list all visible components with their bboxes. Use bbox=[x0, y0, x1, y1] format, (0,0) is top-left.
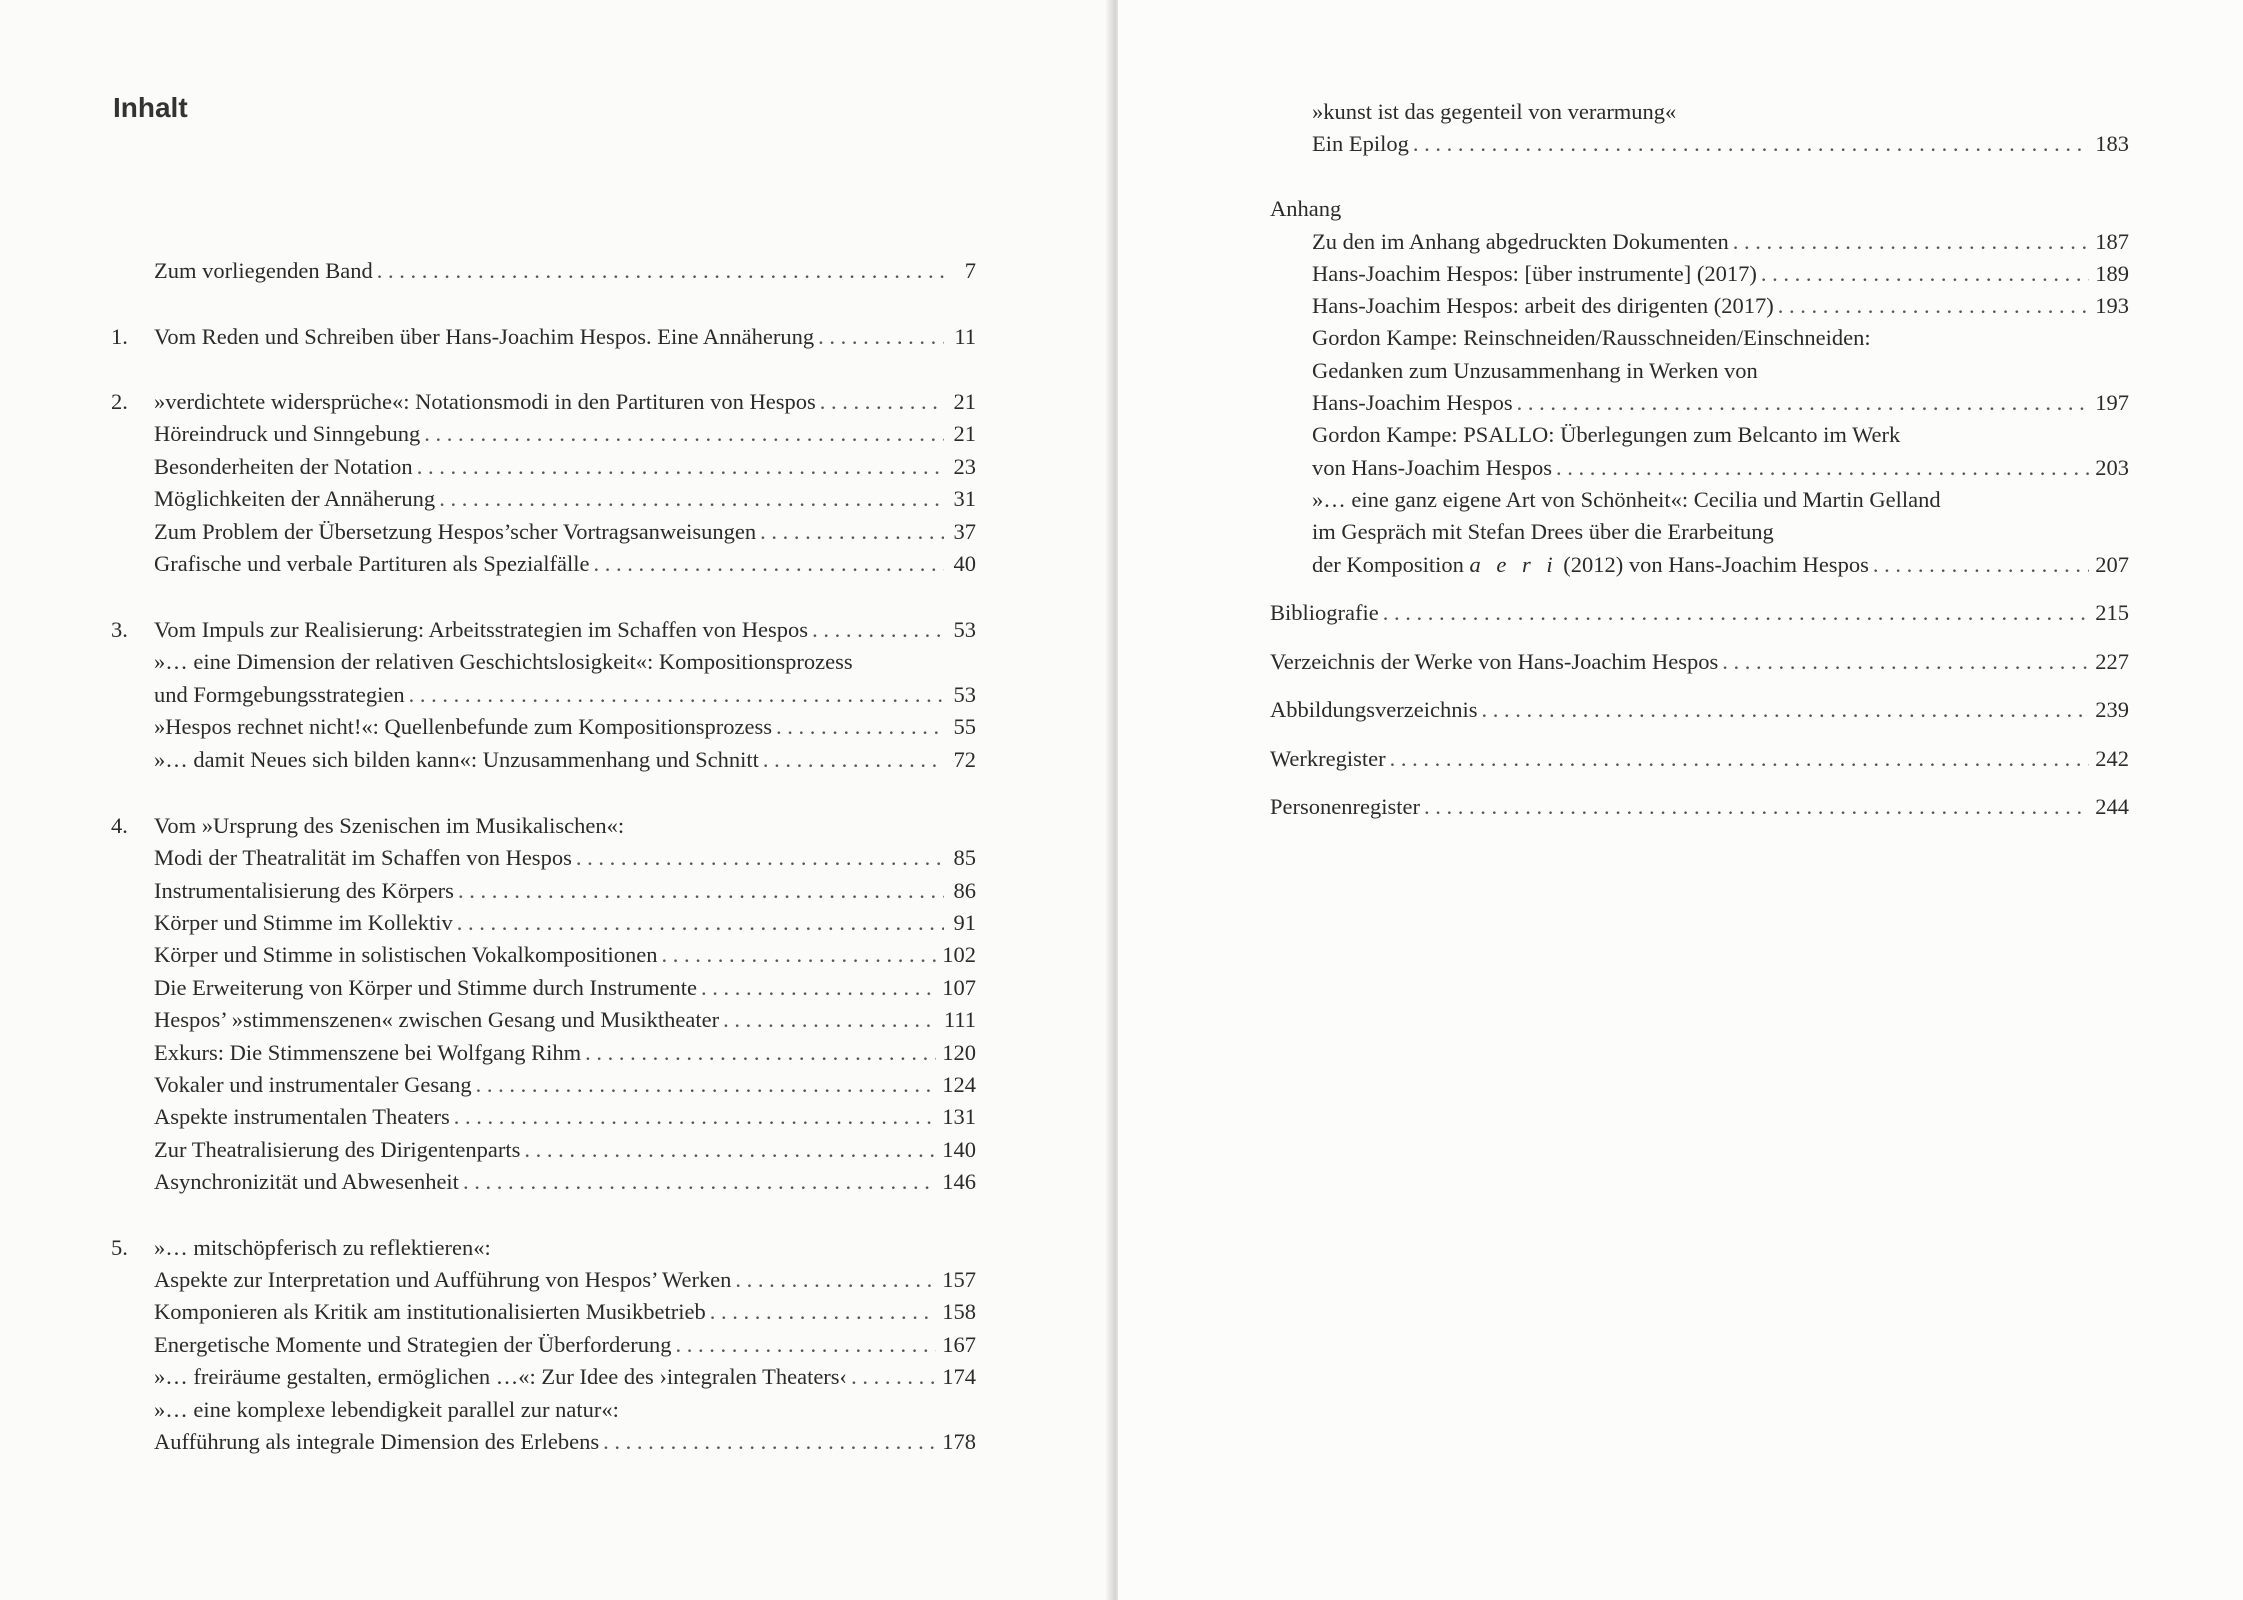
page-number: 193 bbox=[2095, 293, 2129, 318]
toc-entry bbox=[154, 1426, 976, 1458]
dot-leader bbox=[710, 1296, 936, 1328]
page-number: 178 bbox=[942, 1429, 976, 1454]
toc-entry bbox=[154, 548, 976, 580]
toc-entry bbox=[154, 1166, 976, 1198]
toc-entry bbox=[154, 418, 976, 450]
toc-entry bbox=[154, 1296, 976, 1328]
toc-entry bbox=[154, 451, 976, 483]
page-number: 174 bbox=[942, 1364, 976, 1389]
page-number: 85 bbox=[953, 845, 976, 870]
toc-entry bbox=[154, 255, 976, 287]
page-number: 53 bbox=[953, 682, 976, 707]
entry-title: »… mitschöpferisch zu reflektieren«: bbox=[154, 1235, 491, 1260]
dot-leader bbox=[593, 548, 944, 580]
toc-entry bbox=[154, 1394, 976, 1426]
entry-title: »… freiräume gestalten, ermöglichen …«: Zur Idee des ›integralen Theaters‹ bbox=[154, 1364, 848, 1389]
toc-entry bbox=[1270, 694, 2129, 726]
chapter-number: 3. bbox=[111, 617, 128, 642]
page-number: 124 bbox=[942, 1072, 976, 1097]
page-number: 242 bbox=[2095, 746, 2129, 771]
entry-title: Zum vorliegenden Band bbox=[154, 258, 373, 283]
page-number: 21 bbox=[953, 389, 976, 414]
dot-leader bbox=[851, 1361, 936, 1393]
entry-title: »kunst ist das gegenteil von verarmung« bbox=[1312, 99, 1677, 124]
dot-leader bbox=[676, 1329, 937, 1361]
entry-title: Vom Impuls zur Realisierung: Arbeitsstrategien im Schaffen von Hespos bbox=[154, 617, 809, 642]
entry-title: Körper und Stimme im Kollektiv bbox=[154, 910, 453, 935]
entry-title: »… eine Dimension der relativen Geschichtslosigkeit«: Kompositionsprozess bbox=[154, 649, 853, 674]
entry-title: Vokaler und instrumentaler Gesang bbox=[154, 1072, 472, 1097]
page-number: 183 bbox=[2095, 131, 2129, 156]
dot-leader bbox=[701, 972, 936, 1004]
entry-title: Ein Epilog bbox=[1312, 131, 1409, 156]
dot-leader bbox=[820, 386, 944, 418]
page-number: 131 bbox=[942, 1104, 976, 1129]
toc-entry bbox=[154, 1069, 976, 1101]
entry-title: Vom »Ursprung des Szenischen im Musikalischen«: bbox=[154, 813, 625, 838]
page-number: 207 bbox=[2095, 552, 2129, 577]
toc-entry bbox=[154, 1037, 976, 1069]
toc-entry bbox=[154, 1101, 976, 1133]
entry-title-part: (2012) von Hans-Joachim Hespos bbox=[1557, 552, 1869, 577]
page-number: 72 bbox=[953, 747, 976, 772]
dot-leader bbox=[1873, 549, 2089, 581]
page-number: 37 bbox=[953, 519, 976, 544]
dot-leader bbox=[454, 1101, 937, 1133]
chapter-number: 5. bbox=[111, 1235, 128, 1260]
entry-title: Instrumentalisierung des Körpers bbox=[154, 878, 454, 903]
page-number: 197 bbox=[2095, 390, 2129, 415]
toc-entry bbox=[111, 1232, 976, 1264]
page-number: 215 bbox=[2095, 600, 2129, 625]
toc-entry bbox=[1270, 791, 2129, 823]
page-number: 102 bbox=[942, 942, 976, 967]
toc-entry bbox=[154, 1329, 976, 1361]
toc-entry bbox=[1270, 597, 2129, 629]
dot-leader bbox=[458, 875, 944, 907]
chapter-number: 2. bbox=[111, 389, 128, 414]
left-page bbox=[0, 0, 1112, 1600]
entry-title: und Formgebungsstrategien bbox=[154, 682, 405, 707]
toc-entry bbox=[154, 744, 976, 776]
entry-title: Besonderheiten der Notation bbox=[154, 454, 413, 479]
toc-entry bbox=[1270, 193, 2129, 225]
toc-entry bbox=[154, 1264, 976, 1296]
page-number: 55 bbox=[953, 714, 976, 739]
toc-entry bbox=[1312, 516, 2129, 548]
entry-title: »verdichtete widersprüche«: Notationsmodi in den Partituren von Hespos bbox=[154, 389, 816, 414]
page-number: 23 bbox=[953, 454, 976, 479]
entry-title: von Hans-Joachim Hespos bbox=[1312, 455, 1552, 480]
dot-leader bbox=[585, 1037, 936, 1069]
dot-leader bbox=[576, 842, 944, 874]
toc-entry bbox=[154, 483, 976, 515]
toc-entry bbox=[1312, 387, 2129, 419]
page-number: 244 bbox=[2095, 794, 2129, 819]
toc-entry bbox=[1312, 258, 2129, 290]
dot-leader bbox=[377, 255, 944, 287]
dot-leader bbox=[457, 907, 944, 939]
entry-title: Grafische und verbale Partituren als Spezialfälle bbox=[154, 551, 590, 576]
dot-leader bbox=[439, 483, 944, 515]
page-number: 53 bbox=[953, 617, 976, 642]
page-number: 146 bbox=[942, 1169, 976, 1194]
toc-entry bbox=[154, 1004, 976, 1036]
toc-entry bbox=[154, 972, 976, 1004]
toc-entry bbox=[154, 646, 976, 678]
entry-title: »… eine komplexe lebendigkeit parallel zur natur«: bbox=[154, 1397, 619, 1422]
toc-entry bbox=[154, 875, 976, 907]
toc-entry bbox=[154, 1134, 976, 1166]
entry-title: Aspekte zur Interpretation und Aufführung von Hespos’ Werken bbox=[154, 1267, 732, 1292]
dot-leader bbox=[662, 939, 937, 971]
page-number: 11 bbox=[954, 324, 976, 349]
toc-entry bbox=[111, 321, 976, 353]
dot-leader bbox=[760, 516, 944, 548]
entry-title: Höreindruck und Sinngebung bbox=[154, 421, 421, 446]
page-number: 31 bbox=[953, 486, 976, 511]
entry-title: Hespos’ »stimmenszenen« zwischen Gesang und Musiktheater bbox=[154, 1007, 720, 1032]
page-number: 40 bbox=[953, 551, 976, 576]
toc-entry bbox=[154, 907, 976, 939]
toc-entry bbox=[1312, 226, 2129, 258]
entry-title: »… damit Neues sich bilden kann«: Unzusammenhang und Schnitt bbox=[154, 747, 759, 772]
entry-title: Aspekte instrumentalen Theaters bbox=[154, 1104, 450, 1129]
entry-title: »Hespos rechnet nicht!«: Quellenbefunde zum Kompositionsprozess bbox=[154, 714, 772, 739]
entry-title: im Gespräch mit Stefan Drees über die Erarbeitung bbox=[1312, 519, 1774, 544]
dot-leader bbox=[424, 418, 944, 450]
dot-leader bbox=[812, 614, 944, 646]
entry-title: Gordon Kampe: Reinschneiden/Rausschneiden/Einschneiden: bbox=[1312, 325, 1871, 350]
toc-entry bbox=[1312, 484, 2129, 516]
page-number: 91 bbox=[953, 910, 976, 935]
toc-entry bbox=[1270, 743, 2129, 775]
page-number: 7 bbox=[964, 258, 976, 283]
dot-leader bbox=[524, 1134, 936, 1166]
toc-entry bbox=[1312, 322, 2129, 354]
page-number: 227 bbox=[2095, 649, 2129, 674]
entry-title: Asynchronizität und Abwesenheit bbox=[154, 1169, 459, 1194]
dot-leader bbox=[1556, 452, 2089, 484]
toc-entry bbox=[1312, 96, 2129, 128]
entry-title: Modi der Theatralität im Schaffen von Hespos bbox=[154, 845, 572, 870]
toc-entry bbox=[154, 939, 976, 971]
dot-leader bbox=[1733, 226, 2089, 258]
dot-leader bbox=[463, 1166, 936, 1198]
right-page bbox=[1118, 0, 2243, 1600]
entry-title: Möglichkeiten der Annäherung bbox=[154, 486, 436, 511]
entry-title: Körper und Stimme in solistischen Vokalkompositionen bbox=[154, 942, 658, 967]
entry-title: Personenregister bbox=[1270, 794, 1420, 819]
dot-leader bbox=[1722, 646, 2089, 678]
page-number: 120 bbox=[942, 1040, 976, 1065]
entry-title: Energetische Momente und Strategien der Überforderung bbox=[154, 1332, 672, 1357]
toc-entry bbox=[154, 679, 976, 711]
entry-title: Vom Reden und Schreiben über Hans-Joachim Hespos. Eine Annäherung bbox=[154, 324, 815, 349]
toc-entry bbox=[1312, 549, 2129, 581]
toc-entry bbox=[1312, 290, 2129, 322]
entry-title: Zu den im Anhang abgedruckten Dokumenten bbox=[1312, 229, 1729, 254]
toc-entry bbox=[111, 386, 976, 418]
page-number: 187 bbox=[2095, 229, 2129, 254]
toc-entry bbox=[1312, 419, 2129, 451]
entry-title: Exkurs: Die Stimmenszene bei Wolfgang Rihm bbox=[154, 1040, 582, 1065]
entry-title: Gedanken zum Unzusammenhang in Werken von bbox=[1312, 358, 1758, 383]
work-title-italic: a e r i bbox=[1469, 552, 1558, 577]
toc-entry bbox=[1270, 646, 2129, 678]
entry-title: Hans-Joachim Hespos: arbeit des dirigenten (2017) bbox=[1312, 293, 1774, 318]
entry-title: Verzeichnis der Werke von Hans-Joachim Hespos bbox=[1270, 649, 1719, 674]
dot-leader bbox=[1481, 694, 2089, 726]
toc-title: Inhalt bbox=[113, 92, 188, 123]
entry-title: Aufführung als integrale Dimension des Erlebens bbox=[154, 1429, 600, 1454]
dot-leader bbox=[735, 1264, 936, 1296]
page-number: 239 bbox=[2095, 697, 2129, 722]
dot-leader bbox=[818, 321, 944, 353]
chapter-number: 1. bbox=[111, 324, 128, 349]
dot-leader bbox=[1424, 791, 2089, 823]
page-number: 158 bbox=[942, 1299, 976, 1324]
page-number: 107 bbox=[942, 975, 976, 1000]
dot-leader bbox=[1413, 128, 2089, 160]
page-number: 21 bbox=[953, 421, 976, 446]
entry-title: Abbildungsverzeichnis bbox=[1270, 697, 1478, 722]
entry-title: Hans-Joachim Hespos: [über instrumente] (2017) bbox=[1312, 261, 1757, 286]
dot-leader bbox=[1383, 597, 2090, 629]
dot-leader bbox=[723, 1004, 938, 1036]
chapter-number: 4. bbox=[111, 813, 128, 838]
dot-leader bbox=[1778, 290, 2089, 322]
toc-entry bbox=[154, 1361, 976, 1393]
page-number: 140 bbox=[942, 1137, 976, 1162]
entry-title: Die Erweiterung von Körper und Stimme durch Instrumente bbox=[154, 975, 697, 1000]
toc-entry bbox=[111, 810, 976, 842]
dot-leader bbox=[776, 711, 944, 743]
toc-entry bbox=[1312, 452, 2129, 484]
dot-leader bbox=[409, 679, 944, 711]
entry-title bbox=[1312, 549, 1869, 581]
entry-title-part: der Komposition bbox=[1312, 552, 1470, 577]
toc-entry bbox=[1312, 128, 2129, 160]
page-number: 189 bbox=[2095, 261, 2129, 286]
entry-title: Gordon Kampe: PSALLO: Überlegungen zum Belcanto im Werk bbox=[1312, 422, 1901, 447]
dot-leader bbox=[603, 1426, 936, 1458]
entry-title: Bibliografie bbox=[1270, 600, 1379, 625]
toc-entry bbox=[154, 842, 976, 874]
entry-title: Zur Theatralisierung des Dirigentenparts bbox=[154, 1137, 521, 1162]
dot-leader bbox=[417, 451, 944, 483]
dot-leader bbox=[476, 1069, 937, 1101]
entry-title: Komponieren als Kritik am institutionalisierten Musikbetrieb bbox=[154, 1299, 706, 1324]
entry-title: Zum Problem der Übersetzung Hespos’scher Vortragsanweisungen bbox=[154, 519, 757, 544]
entry-title: Anhang bbox=[1270, 196, 1342, 221]
toc-entry bbox=[1312, 355, 2129, 387]
dot-leader bbox=[1390, 743, 2090, 775]
entry-title: Werkregister bbox=[1270, 746, 1386, 771]
page-number: 111 bbox=[943, 1007, 976, 1032]
toc-entry bbox=[111, 614, 976, 646]
dot-leader bbox=[763, 744, 944, 776]
page-number: 157 bbox=[942, 1267, 976, 1292]
dot-leader bbox=[1517, 387, 2090, 419]
toc-entry bbox=[154, 516, 976, 548]
dot-leader bbox=[1761, 258, 2089, 290]
page-number: 203 bbox=[2095, 455, 2129, 480]
page-number: 86 bbox=[953, 878, 976, 903]
toc-entry bbox=[154, 711, 976, 743]
entry-title: Hans-Joachim Hespos bbox=[1312, 390, 1513, 415]
page-number: 167 bbox=[942, 1332, 976, 1357]
entry-title: »… eine ganz eigene Art von Schönheit«: Cecilia und Martin Gelland bbox=[1312, 487, 1941, 512]
